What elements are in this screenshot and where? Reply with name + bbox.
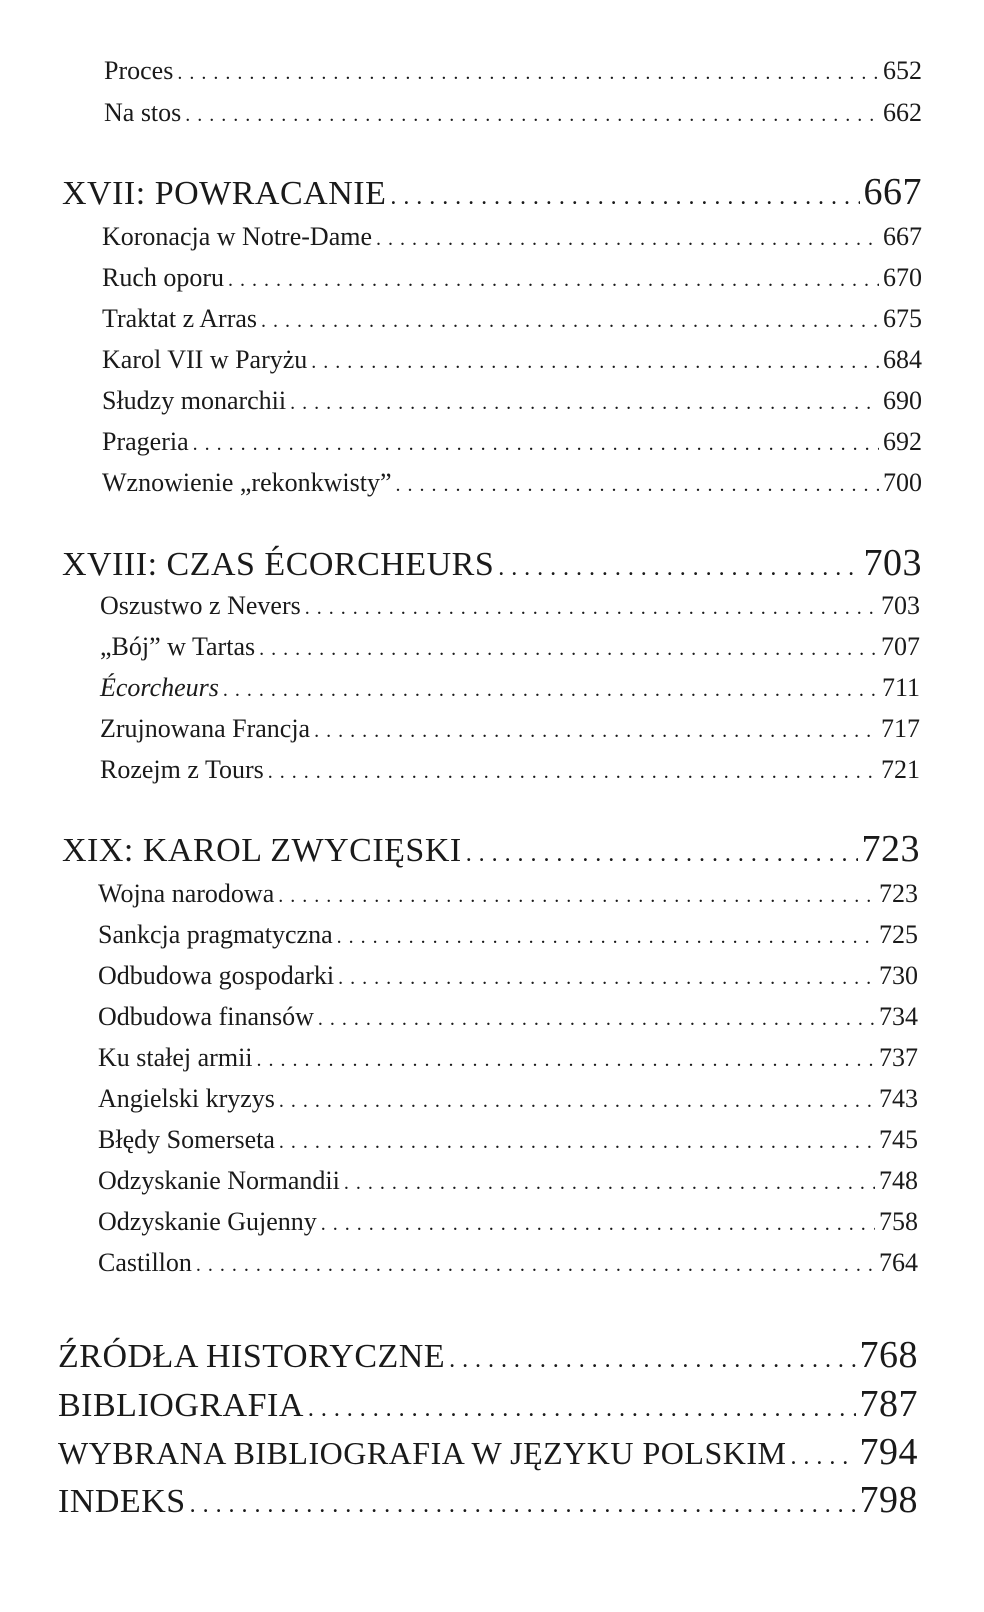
chapter-heading bbox=[62, 827, 920, 871]
toc-entry-page: 670 bbox=[883, 263, 922, 292]
toc-entry-title: Odbudowa finansów bbox=[98, 1002, 314, 1031]
toc-entry-page: 711 bbox=[881, 673, 920, 702]
toc-leader-dots bbox=[193, 433, 879, 456]
toc-entry bbox=[102, 222, 922, 252]
back-matter-heading bbox=[58, 1478, 918, 1522]
toc-leader-dots bbox=[278, 885, 875, 908]
toc-entry-page: 748 bbox=[879, 1166, 918, 1195]
back-matter-heading bbox=[58, 1333, 918, 1377]
toc-entry-title: Traktat z Arras bbox=[102, 304, 258, 333]
toc-entry bbox=[102, 263, 922, 293]
toc-entry-page: 737 bbox=[879, 1043, 918, 1072]
toc-leader-dots bbox=[344, 1172, 875, 1195]
toc-entry-page: 723 bbox=[879, 879, 918, 908]
toc-entry-title: Castillon bbox=[98, 1248, 192, 1277]
toc-entry bbox=[100, 755, 920, 785]
toc-entry-title: Słudzy monarchii bbox=[102, 386, 287, 415]
toc-entry-page: 662 bbox=[883, 98, 922, 127]
toc-entry bbox=[98, 1248, 918, 1278]
toc-leader-dots bbox=[311, 351, 879, 374]
toc-entry-title: Sankcja pragmatyczna bbox=[98, 920, 333, 949]
toc-entry-page: 717 bbox=[881, 714, 920, 743]
toc-entry-title: Karol VII w Paryżu bbox=[102, 345, 308, 374]
back-matter-heading bbox=[58, 1430, 918, 1474]
toc-entry-page: 730 bbox=[879, 961, 918, 990]
toc-entry-page: 745 bbox=[879, 1125, 918, 1154]
toc-entry-page: 700 bbox=[883, 468, 922, 497]
back-matter-page: 768 bbox=[859, 1334, 918, 1376]
toc-entry-title: Zrujnowana Francja bbox=[100, 714, 311, 743]
toc-leader-dots bbox=[259, 638, 877, 661]
toc-entry bbox=[102, 345, 922, 375]
chapter-page: 723 bbox=[861, 828, 920, 870]
toc-leader-dots bbox=[279, 1131, 875, 1154]
toc-leader-dots bbox=[196, 1254, 875, 1277]
toc-leader-dots bbox=[257, 1049, 875, 1072]
toc-entry bbox=[102, 304, 922, 334]
toc-leader-dots bbox=[498, 555, 859, 582]
toc-entry bbox=[98, 1002, 918, 1032]
chapter-page: 667 bbox=[863, 171, 922, 213]
toc-entry bbox=[98, 1166, 918, 1196]
toc-entry-page: 764 bbox=[879, 1248, 918, 1277]
toc-entry-title: Oszustwo z Nevers bbox=[100, 591, 301, 620]
toc-leader-dots bbox=[314, 720, 877, 743]
toc-entry-page: 652 bbox=[883, 56, 922, 85]
toc-leader-dots bbox=[376, 228, 879, 251]
toc-entry-title: Odbudowa gospodarki bbox=[98, 961, 335, 990]
chapter-page: 703 bbox=[863, 542, 922, 584]
toc-entry-title: Koronacja w Notre-Dame bbox=[102, 222, 372, 251]
toc-entry-page: 707 bbox=[881, 632, 920, 661]
toc-entry bbox=[102, 386, 922, 416]
toc-leader-dots bbox=[337, 926, 875, 949]
toc-entry-title: Ku stałej armii bbox=[98, 1043, 253, 1072]
toc-entry-title: Rozejm z Tours bbox=[100, 755, 264, 784]
toc-entry-page: 743 bbox=[879, 1084, 918, 1113]
toc-leader-dots bbox=[790, 1444, 855, 1471]
toc-leader-dots bbox=[177, 62, 879, 85]
toc-leader-dots bbox=[279, 1090, 875, 1113]
back-matter-page: 798 bbox=[859, 1479, 918, 1521]
toc-entry-title: Angielski kryzys bbox=[98, 1084, 275, 1113]
toc-entry bbox=[100, 714, 920, 744]
toc-entry bbox=[100, 632, 920, 662]
toc-entry bbox=[100, 673, 920, 703]
toc-entry bbox=[98, 920, 918, 950]
toc-entry-page: 721 bbox=[881, 755, 920, 784]
toc-leader-dots bbox=[185, 104, 879, 127]
toc-entry-title: Odzyskanie Gujenny bbox=[98, 1207, 317, 1236]
toc-entry-page: 667 bbox=[883, 222, 922, 251]
toc-leader-dots bbox=[321, 1213, 875, 1236]
toc-entry-title: Prageria bbox=[102, 427, 189, 456]
toc-leader-dots bbox=[449, 1347, 855, 1374]
toc-leader-dots bbox=[223, 679, 878, 702]
toc-leader-dots bbox=[228, 269, 879, 292]
toc-entry-page: 692 bbox=[883, 427, 922, 456]
toc-entry bbox=[102, 427, 922, 457]
toc-entry-page: 725 bbox=[879, 920, 918, 949]
back-matter-page: 787 bbox=[859, 1383, 918, 1425]
toc-leader-dots bbox=[290, 392, 879, 415]
toc-entry bbox=[98, 1043, 918, 1073]
toc-leader-dots bbox=[308, 1396, 856, 1423]
toc-entry bbox=[98, 1207, 918, 1237]
back-matter-page: 794 bbox=[859, 1431, 918, 1473]
toc-leader-dots bbox=[268, 761, 877, 784]
toc-entry-title: Błędy Somerseta bbox=[98, 1125, 275, 1154]
back-matter-title: INDEKS bbox=[58, 1483, 186, 1520]
toc-entry-title: Wojna narodowa bbox=[98, 879, 275, 908]
toc-leader-dots bbox=[318, 1008, 875, 1031]
toc-entry-title: Wznowienie „rekonkwisty” bbox=[102, 468, 392, 497]
toc-entry-title: Proces bbox=[104, 56, 174, 85]
toc-entry-page: 758 bbox=[879, 1207, 918, 1236]
toc-entry bbox=[102, 468, 922, 498]
back-matter-title: WYBRANA BIBLIOGRAFIA W JĘZYKU POLSKIM bbox=[58, 1435, 787, 1471]
toc-entry-title: Odzyskanie Normandii bbox=[98, 1166, 340, 1195]
toc-entry bbox=[98, 1084, 918, 1114]
back-matter-title: ŹRÓDŁA HISTORYCZNE bbox=[58, 1338, 446, 1375]
toc-entry bbox=[100, 591, 920, 621]
chapter-heading bbox=[62, 541, 922, 585]
toc-entry-page: 734 bbox=[879, 1002, 918, 1031]
toc-leader-dots bbox=[338, 967, 875, 990]
chapter-heading bbox=[62, 170, 922, 214]
toc-entry-page: 690 bbox=[883, 386, 922, 415]
toc-entry-page: 703 bbox=[881, 591, 920, 620]
toc-leader-dots bbox=[466, 841, 858, 868]
toc-entry-title: Na stos bbox=[104, 98, 182, 127]
toc-entry bbox=[98, 1125, 918, 1155]
toc-entry bbox=[104, 98, 922, 128]
toc-entry bbox=[104, 56, 922, 86]
toc-entry-page: 675 bbox=[883, 304, 922, 333]
toc-leader-dots bbox=[396, 474, 879, 497]
chapter-title: XVII: POWRACANIE bbox=[62, 175, 387, 212]
chapter-title: XIX: KAROL ZWYCIĘSKI bbox=[62, 832, 462, 869]
toc-leader-dots bbox=[305, 597, 877, 620]
back-matter-title: BIBLIOGRAFIA bbox=[58, 1387, 304, 1424]
toc-entry bbox=[98, 879, 918, 909]
toc-entry-title: „Bój” w Tartas bbox=[100, 632, 256, 661]
toc-leader-dots bbox=[190, 1492, 856, 1519]
toc-entry-title: Ruch oporu bbox=[102, 263, 225, 292]
toc-entry-page: 684 bbox=[883, 345, 922, 374]
toc-entry-title: Écorcheurs bbox=[100, 673, 219, 702]
toc-entry bbox=[98, 961, 918, 991]
toc-leader-dots bbox=[390, 184, 859, 211]
toc-leader-dots bbox=[261, 310, 879, 333]
chapter-title: XVIII: CZAS ÉCORCHEURS bbox=[62, 546, 495, 583]
back-matter-heading bbox=[58, 1382, 918, 1426]
